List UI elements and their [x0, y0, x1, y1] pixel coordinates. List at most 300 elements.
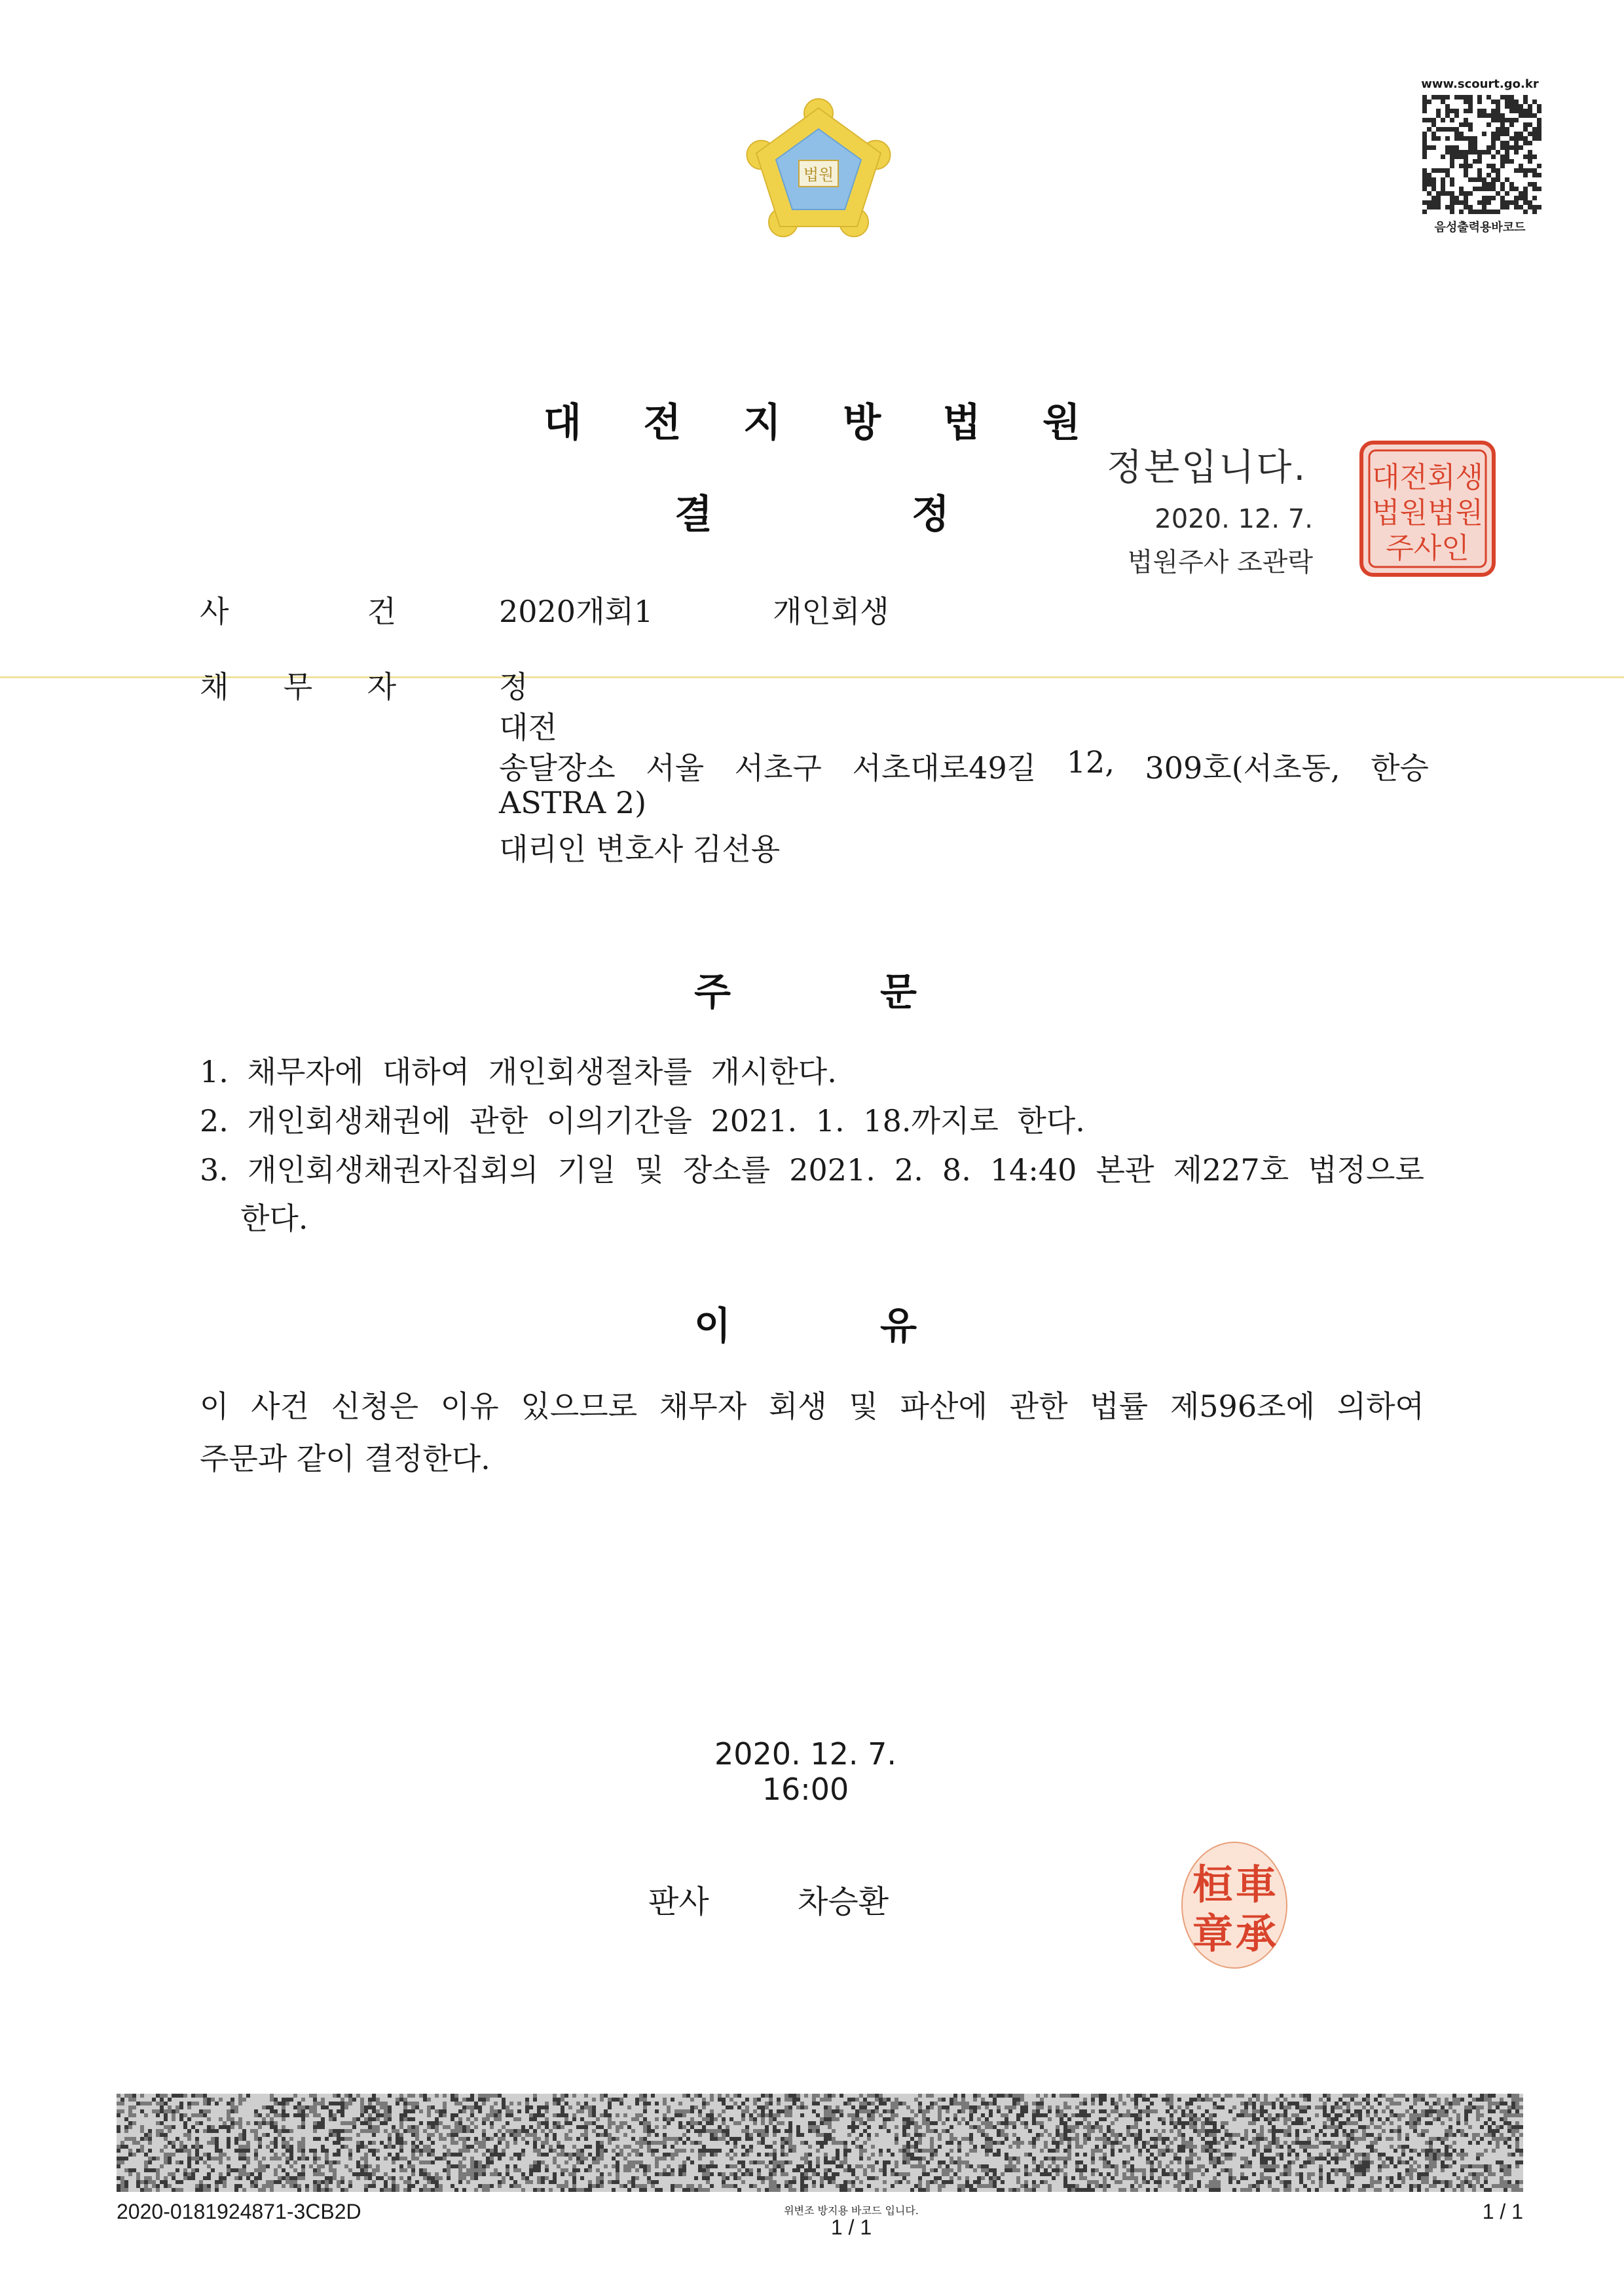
- barcode-module: [1158, 2184, 1162, 2188]
- qr-module: [1505, 191, 1509, 196]
- qr-module: [1459, 95, 1464, 100]
- barcode-module: [329, 2188, 333, 2192]
- barcode-module: [270, 2141, 274, 2145]
- barcode-module: [1083, 2164, 1087, 2168]
- barcode-module: [399, 2094, 403, 2098]
- barcode-module: [1122, 2188, 1126, 2192]
- barcode-module: [1425, 2153, 1429, 2157]
- barcode-module: [784, 2153, 788, 2157]
- barcode-module: [1189, 2157, 1193, 2160]
- barcode-module: [859, 2149, 863, 2153]
- barcode-module: [1099, 2129, 1103, 2133]
- barcode-module: [800, 2184, 804, 2188]
- barcode-module: [1075, 2133, 1079, 2137]
- barcode-module: [478, 2184, 482, 2188]
- barcode-module: [246, 2141, 250, 2145]
- barcode-module: [372, 2172, 376, 2176]
- barcode-module: [1134, 2094, 1138, 2098]
- barcode-module: [934, 2168, 938, 2172]
- barcode-module: [474, 2125, 478, 2129]
- barcode-module: [1056, 2109, 1060, 2113]
- barcode-module: [305, 2157, 309, 2160]
- barcode-module: [317, 2180, 321, 2184]
- barcode-module: [1287, 2168, 1291, 2172]
- barcode-module: [148, 2168, 152, 2172]
- barcode-module: [836, 2141, 840, 2145]
- barcode-module: [918, 2184, 922, 2188]
- barcode-module: [179, 2094, 183, 2098]
- barcode-module: [859, 2188, 863, 2192]
- barcode-module: [580, 2125, 584, 2129]
- barcode-module: [667, 2105, 671, 2109]
- barcode-module: [1346, 2153, 1350, 2157]
- barcode-module: [254, 2176, 258, 2180]
- barcode-module: [1425, 2188, 1429, 2192]
- barcode-module: [1323, 2125, 1327, 2129]
- barcode-module: [482, 2141, 486, 2145]
- barcode-module: [757, 2133, 761, 2137]
- barcode-module: [1500, 2102, 1504, 2105]
- barcode-module: [1492, 2109, 1496, 2113]
- barcode-module: [124, 2117, 128, 2121]
- barcode-module: [710, 2133, 714, 2137]
- barcode-module: [643, 2188, 647, 2192]
- barcode-module: [784, 2109, 788, 2113]
- barcode-module: [643, 2105, 647, 2109]
- barcode-module: [199, 2188, 203, 2192]
- barcode-module: [1500, 2160, 1504, 2164]
- barcode-module: [533, 2137, 537, 2141]
- barcode-module: [643, 2121, 647, 2125]
- barcode-module: [828, 2098, 832, 2102]
- barcode-module: [344, 2121, 348, 2125]
- barcode-module: [490, 2125, 494, 2129]
- barcode-module: [341, 2109, 344, 2113]
- barcode-module: [788, 2105, 792, 2109]
- barcode-module: [1134, 2121, 1138, 2125]
- barcode-module: [686, 2157, 690, 2160]
- barcode-module: [561, 2105, 564, 2109]
- barcode-module: [1063, 2160, 1067, 2164]
- barcode-module: [545, 2141, 549, 2145]
- barcode-module: [1044, 2145, 1048, 2149]
- qr-module: [1468, 136, 1473, 141]
- barcode-module: [906, 2153, 910, 2157]
- barcode-module: [1205, 2145, 1209, 2149]
- barcode-module: [242, 2145, 246, 2149]
- qr-module: [1454, 155, 1459, 159]
- qr-module: [1454, 136, 1459, 141]
- qr-module: [1514, 145, 1519, 150]
- qr-module: [1459, 155, 1464, 159]
- barcode-module: [608, 2105, 612, 2109]
- barcode-module: [671, 2098, 674, 2102]
- qr-module: [1514, 109, 1519, 113]
- barcode-module: [957, 2145, 961, 2149]
- barcode-module: [1303, 2098, 1307, 2102]
- barcode-module: [761, 2105, 765, 2109]
- barcode-module: [423, 2160, 427, 2164]
- barcode-module: [470, 2105, 474, 2109]
- barcode-module: [922, 2172, 926, 2176]
- barcode-module: [729, 2184, 733, 2188]
- qr-module: [1496, 191, 1500, 196]
- barcode-module: [663, 2157, 667, 2160]
- barcode-module: [1181, 2137, 1185, 2141]
- barcode-module: [1409, 2164, 1413, 2168]
- barcode-module: [619, 2098, 623, 2102]
- barcode-module: [1511, 2153, 1515, 2157]
- qr-module: [1422, 150, 1427, 155]
- barcode-module: [765, 2133, 769, 2137]
- barcode-module: [451, 2117, 454, 2121]
- qr-module: [1450, 191, 1454, 196]
- qr-module: [1468, 205, 1473, 210]
- qr-module: [1482, 187, 1486, 191]
- barcode-module: [745, 2105, 749, 2109]
- barcode-module: [867, 2157, 871, 2160]
- qr-module: [1532, 187, 1537, 191]
- barcode-module: [1067, 2149, 1071, 2153]
- barcode-module: [1488, 2172, 1492, 2176]
- barcode-module: [875, 2098, 879, 2102]
- barcode-module: [545, 2153, 549, 2157]
- barcode-module: [1311, 2160, 1315, 2164]
- barcode-module: [1280, 2172, 1283, 2176]
- barcode-module: [1103, 2157, 1107, 2160]
- barcode-module: [525, 2109, 529, 2113]
- barcode-module: [898, 2149, 902, 2153]
- barcode-module: [761, 2129, 765, 2133]
- barcode-module: [1283, 2180, 1287, 2184]
- barcode-module: [655, 2180, 659, 2184]
- barcode-module: [478, 2094, 482, 2098]
- barcode-module: [329, 2102, 333, 2105]
- barcode-module: [242, 2129, 246, 2133]
- barcode-module: [293, 2105, 297, 2109]
- barcode-module: [761, 2176, 765, 2180]
- barcode-module: [1099, 2149, 1103, 2153]
- barcode-module: [1063, 2176, 1067, 2180]
- barcode-module: [191, 2145, 195, 2149]
- barcode-module: [757, 2113, 761, 2117]
- barcode-module: [1370, 2121, 1374, 2125]
- barcode-module: [234, 2184, 238, 2188]
- barcode-module: [325, 2157, 329, 2160]
- barcode-module: [891, 2105, 895, 2109]
- barcode-module: [1480, 2164, 1484, 2168]
- barcode-module: [997, 2094, 1001, 2098]
- barcode-module: [757, 2168, 761, 2172]
- barcode-module: [1456, 2153, 1460, 2157]
- barcode-module: [788, 2141, 792, 2145]
- barcode-module: [537, 2125, 541, 2129]
- barcode-module: [478, 2164, 482, 2168]
- barcode-module: [1331, 2157, 1335, 2160]
- barcode-module: [1252, 2172, 1256, 2176]
- barcode-module: [513, 2184, 517, 2188]
- qr-module: [1509, 136, 1514, 141]
- barcode-module: [270, 2157, 274, 2160]
- barcode-module: [411, 2117, 415, 2121]
- barcode-module: [270, 2098, 274, 2102]
- barcode-module: [1413, 2184, 1417, 2188]
- barcode-module: [757, 2188, 761, 2192]
- barcode-module: [175, 2160, 179, 2164]
- barcode-module: [144, 2133, 148, 2137]
- barcode-module: [698, 2133, 702, 2137]
- barcode-module: [812, 2102, 816, 2105]
- barcode-module: [1173, 2176, 1177, 2180]
- qr-module: [1509, 200, 1514, 205]
- barcode-module: [136, 2184, 140, 2188]
- barcode-module: [851, 2117, 855, 2121]
- barcode-module: [832, 2172, 836, 2176]
- barcode-module: [1460, 2157, 1464, 2160]
- barcode-module: [1413, 2149, 1417, 2153]
- barcode-module: [1067, 2129, 1071, 2133]
- barcode-module: [1091, 2098, 1095, 2102]
- barcode-module: [364, 2129, 368, 2133]
- barcode-module: [1024, 2164, 1028, 2168]
- barcode-module: [1500, 2180, 1504, 2184]
- barcode-module: [706, 2113, 710, 2117]
- barcode-module: [1433, 2180, 1437, 2184]
- barcode-module: [1016, 2141, 1020, 2145]
- barcode-module: [451, 2113, 454, 2117]
- barcode-module: [1338, 2125, 1342, 2129]
- barcode-module: [592, 2105, 596, 2109]
- barcode-module: [1350, 2121, 1354, 2125]
- barcode-module: [195, 2121, 199, 2125]
- qr-module: [1459, 132, 1464, 136]
- barcode-module: [1346, 2117, 1350, 2121]
- barcode-module: [596, 2149, 600, 2153]
- barcode-module: [1079, 2172, 1083, 2176]
- barcode-module: [128, 2098, 132, 2102]
- barcode-module: [1507, 2125, 1511, 2129]
- barcode-module: [718, 2113, 722, 2117]
- barcode-module: [969, 2137, 973, 2141]
- barcode-module: [910, 2121, 914, 2125]
- barcode-module: [1386, 2157, 1390, 2160]
- barcode-module: [1507, 2164, 1511, 2168]
- barcode-module: [1264, 2109, 1268, 2113]
- barcode-module: [1213, 2157, 1217, 2160]
- barcode-module: [368, 2129, 372, 2133]
- barcode-module: [341, 2113, 344, 2117]
- barcode-module: [211, 2168, 215, 2172]
- barcode-module: [1075, 2164, 1079, 2168]
- barcode-module: [1158, 2180, 1162, 2184]
- qr-module: [1509, 100, 1514, 104]
- barcode-module: [238, 2121, 242, 2125]
- barcode-module: [301, 2168, 305, 2172]
- barcode-module: [447, 2149, 451, 2153]
- barcode-module: [1515, 2141, 1519, 2145]
- barcode-module: [1515, 2125, 1519, 2129]
- barcode-module: [1358, 2160, 1362, 2164]
- case-label-char: 사: [200, 594, 229, 629]
- barcode-module: [521, 2129, 525, 2133]
- barcode-module: [1362, 2125, 1366, 2129]
- barcode-module: [781, 2149, 784, 2153]
- barcode-module: [1075, 2184, 1079, 2188]
- barcode-module: [1346, 2133, 1350, 2137]
- qr-module: [1482, 109, 1486, 113]
- barcode-module: [836, 2157, 840, 2160]
- barcode-module: [1260, 2102, 1264, 2105]
- barcode-module: [282, 2137, 286, 2141]
- barcode-module: [792, 2188, 796, 2192]
- barcode-module: [293, 2168, 297, 2172]
- seal-line-1: 대전회생: [1371, 461, 1484, 494]
- barcode-module: [396, 2141, 399, 2145]
- barcode-module: [722, 2129, 726, 2133]
- qr-module: [1514, 196, 1519, 200]
- barcode-module: [851, 2105, 855, 2109]
- barcode-module: [364, 2188, 368, 2192]
- barcode-module: [231, 2125, 234, 2129]
- barcode-module: [1507, 2172, 1511, 2176]
- barcode-module: [1115, 2137, 1118, 2141]
- barcode-module: [490, 2160, 494, 2164]
- barcode-module: [1016, 2117, 1020, 2121]
- barcode-module: [380, 2176, 384, 2180]
- barcode-module: [1437, 2098, 1441, 2102]
- barcode-module: [808, 2160, 812, 2164]
- barcode-module: [1409, 2105, 1413, 2109]
- barcode-module: [124, 2137, 128, 2141]
- barcode-module: [203, 2184, 207, 2188]
- barcode-module: [120, 2176, 124, 2180]
- barcode-module: [482, 2168, 486, 2172]
- barcode-module: [623, 2184, 627, 2188]
- barcode-module: [1209, 2141, 1213, 2145]
- barcode-module: [1103, 2160, 1107, 2164]
- barcode-module: [1264, 2168, 1268, 2172]
- barcode-module: [828, 2121, 832, 2125]
- barcode-module: [1315, 2113, 1319, 2117]
- barcode-module: [580, 2188, 584, 2192]
- barcode-module: [451, 2141, 454, 2145]
- barcode-module: [289, 2149, 293, 2153]
- seal-char: 車: [1235, 1861, 1277, 1908]
- qr-module: [1441, 182, 1445, 187]
- barcode-module: [396, 2157, 399, 2160]
- barcode-module: [415, 2145, 419, 2149]
- barcode-module: [702, 2153, 706, 2157]
- barcode-module: [918, 2180, 922, 2184]
- reason-word: 채무자: [659, 1389, 747, 1424]
- barcode-module: [564, 2180, 568, 2184]
- barcode-module: [278, 2180, 282, 2184]
- qr-module: [1509, 109, 1514, 113]
- barcode-module: [561, 2149, 564, 2153]
- barcode-module: [1118, 2133, 1122, 2137]
- barcode-module: [1158, 2176, 1162, 2180]
- barcode-module: [1295, 2113, 1299, 2117]
- barcode-module: [871, 2094, 875, 2098]
- barcode-module: [883, 2180, 887, 2184]
- barcode-module: [270, 2109, 274, 2113]
- barcode-module: [981, 2168, 985, 2172]
- barcode-module: [1150, 2137, 1154, 2141]
- barcode-module: [1303, 2129, 1307, 2133]
- barcode-module: [781, 2141, 784, 2145]
- barcode-module: [462, 2141, 466, 2145]
- barcode-module: [337, 2184, 341, 2188]
- barcode-module: [1291, 2149, 1295, 2153]
- barcode-module: [635, 2168, 639, 2172]
- barcode-module: [922, 2164, 926, 2168]
- barcode-module: [698, 2157, 702, 2160]
- qr-module: [1523, 210, 1528, 214]
- barcode-module: [1362, 2188, 1366, 2192]
- barcode-module: [1225, 2157, 1228, 2160]
- barcode-module: [435, 2188, 439, 2192]
- barcode-module: [1111, 2133, 1115, 2137]
- barcode-module: [879, 2098, 883, 2102]
- barcode-module: [1083, 2168, 1087, 2172]
- barcode-module: [643, 2168, 647, 2172]
- barcode-module: [596, 2176, 600, 2180]
- barcode-module: [1484, 2094, 1488, 2098]
- barcode-module: [1040, 2172, 1044, 2176]
- barcode-module: [1346, 2184, 1350, 2188]
- barcode-module: [1307, 2176, 1311, 2180]
- barcode-module: [238, 2157, 242, 2160]
- seal-line-3: 주사인: [1386, 532, 1469, 565]
- barcode-module: [482, 2164, 486, 2168]
- barcode-module: [132, 2094, 136, 2098]
- barcode-module: [812, 2180, 816, 2184]
- barcode-module: [286, 2180, 289, 2184]
- barcode-module: [796, 2098, 800, 2102]
- barcode-module: [698, 2129, 702, 2133]
- barcode-module: [1095, 2145, 1099, 2149]
- barcode-module: [1264, 2117, 1268, 2121]
- barcode-module: [1217, 2094, 1221, 2098]
- barcode-module: [1217, 2129, 1221, 2133]
- barcode-module: [1162, 2129, 1166, 2133]
- barcode-module: [1374, 2125, 1378, 2129]
- barcode-module: [341, 2188, 344, 2192]
- barcode-module: [592, 2109, 596, 2113]
- barcode-module: [187, 2133, 191, 2137]
- barcode-module: [812, 2168, 816, 2172]
- court-emblem-icon: [740, 95, 897, 252]
- barcode-module: [490, 2105, 494, 2109]
- barcode-module: [957, 2160, 961, 2164]
- barcode-module: [1111, 2121, 1115, 2125]
- barcode-module: [411, 2125, 415, 2129]
- qr-module: [1431, 168, 1436, 173]
- barcode-module: [270, 2094, 274, 2098]
- barcode-module: [305, 2188, 309, 2192]
- barcode-module: [820, 2180, 824, 2184]
- barcode-module: [1468, 2164, 1472, 2168]
- barcode-module: [788, 2133, 792, 2137]
- barcode-module: [1335, 2113, 1338, 2117]
- barcode-module: [950, 2141, 953, 2145]
- qr-module: [1505, 145, 1509, 150]
- barcode-module: [301, 2137, 305, 2141]
- barcode-module: [647, 2125, 651, 2129]
- barcode-module: [1225, 2094, 1228, 2098]
- barcode-module: [396, 2188, 399, 2192]
- barcode-module: [1122, 2176, 1126, 2180]
